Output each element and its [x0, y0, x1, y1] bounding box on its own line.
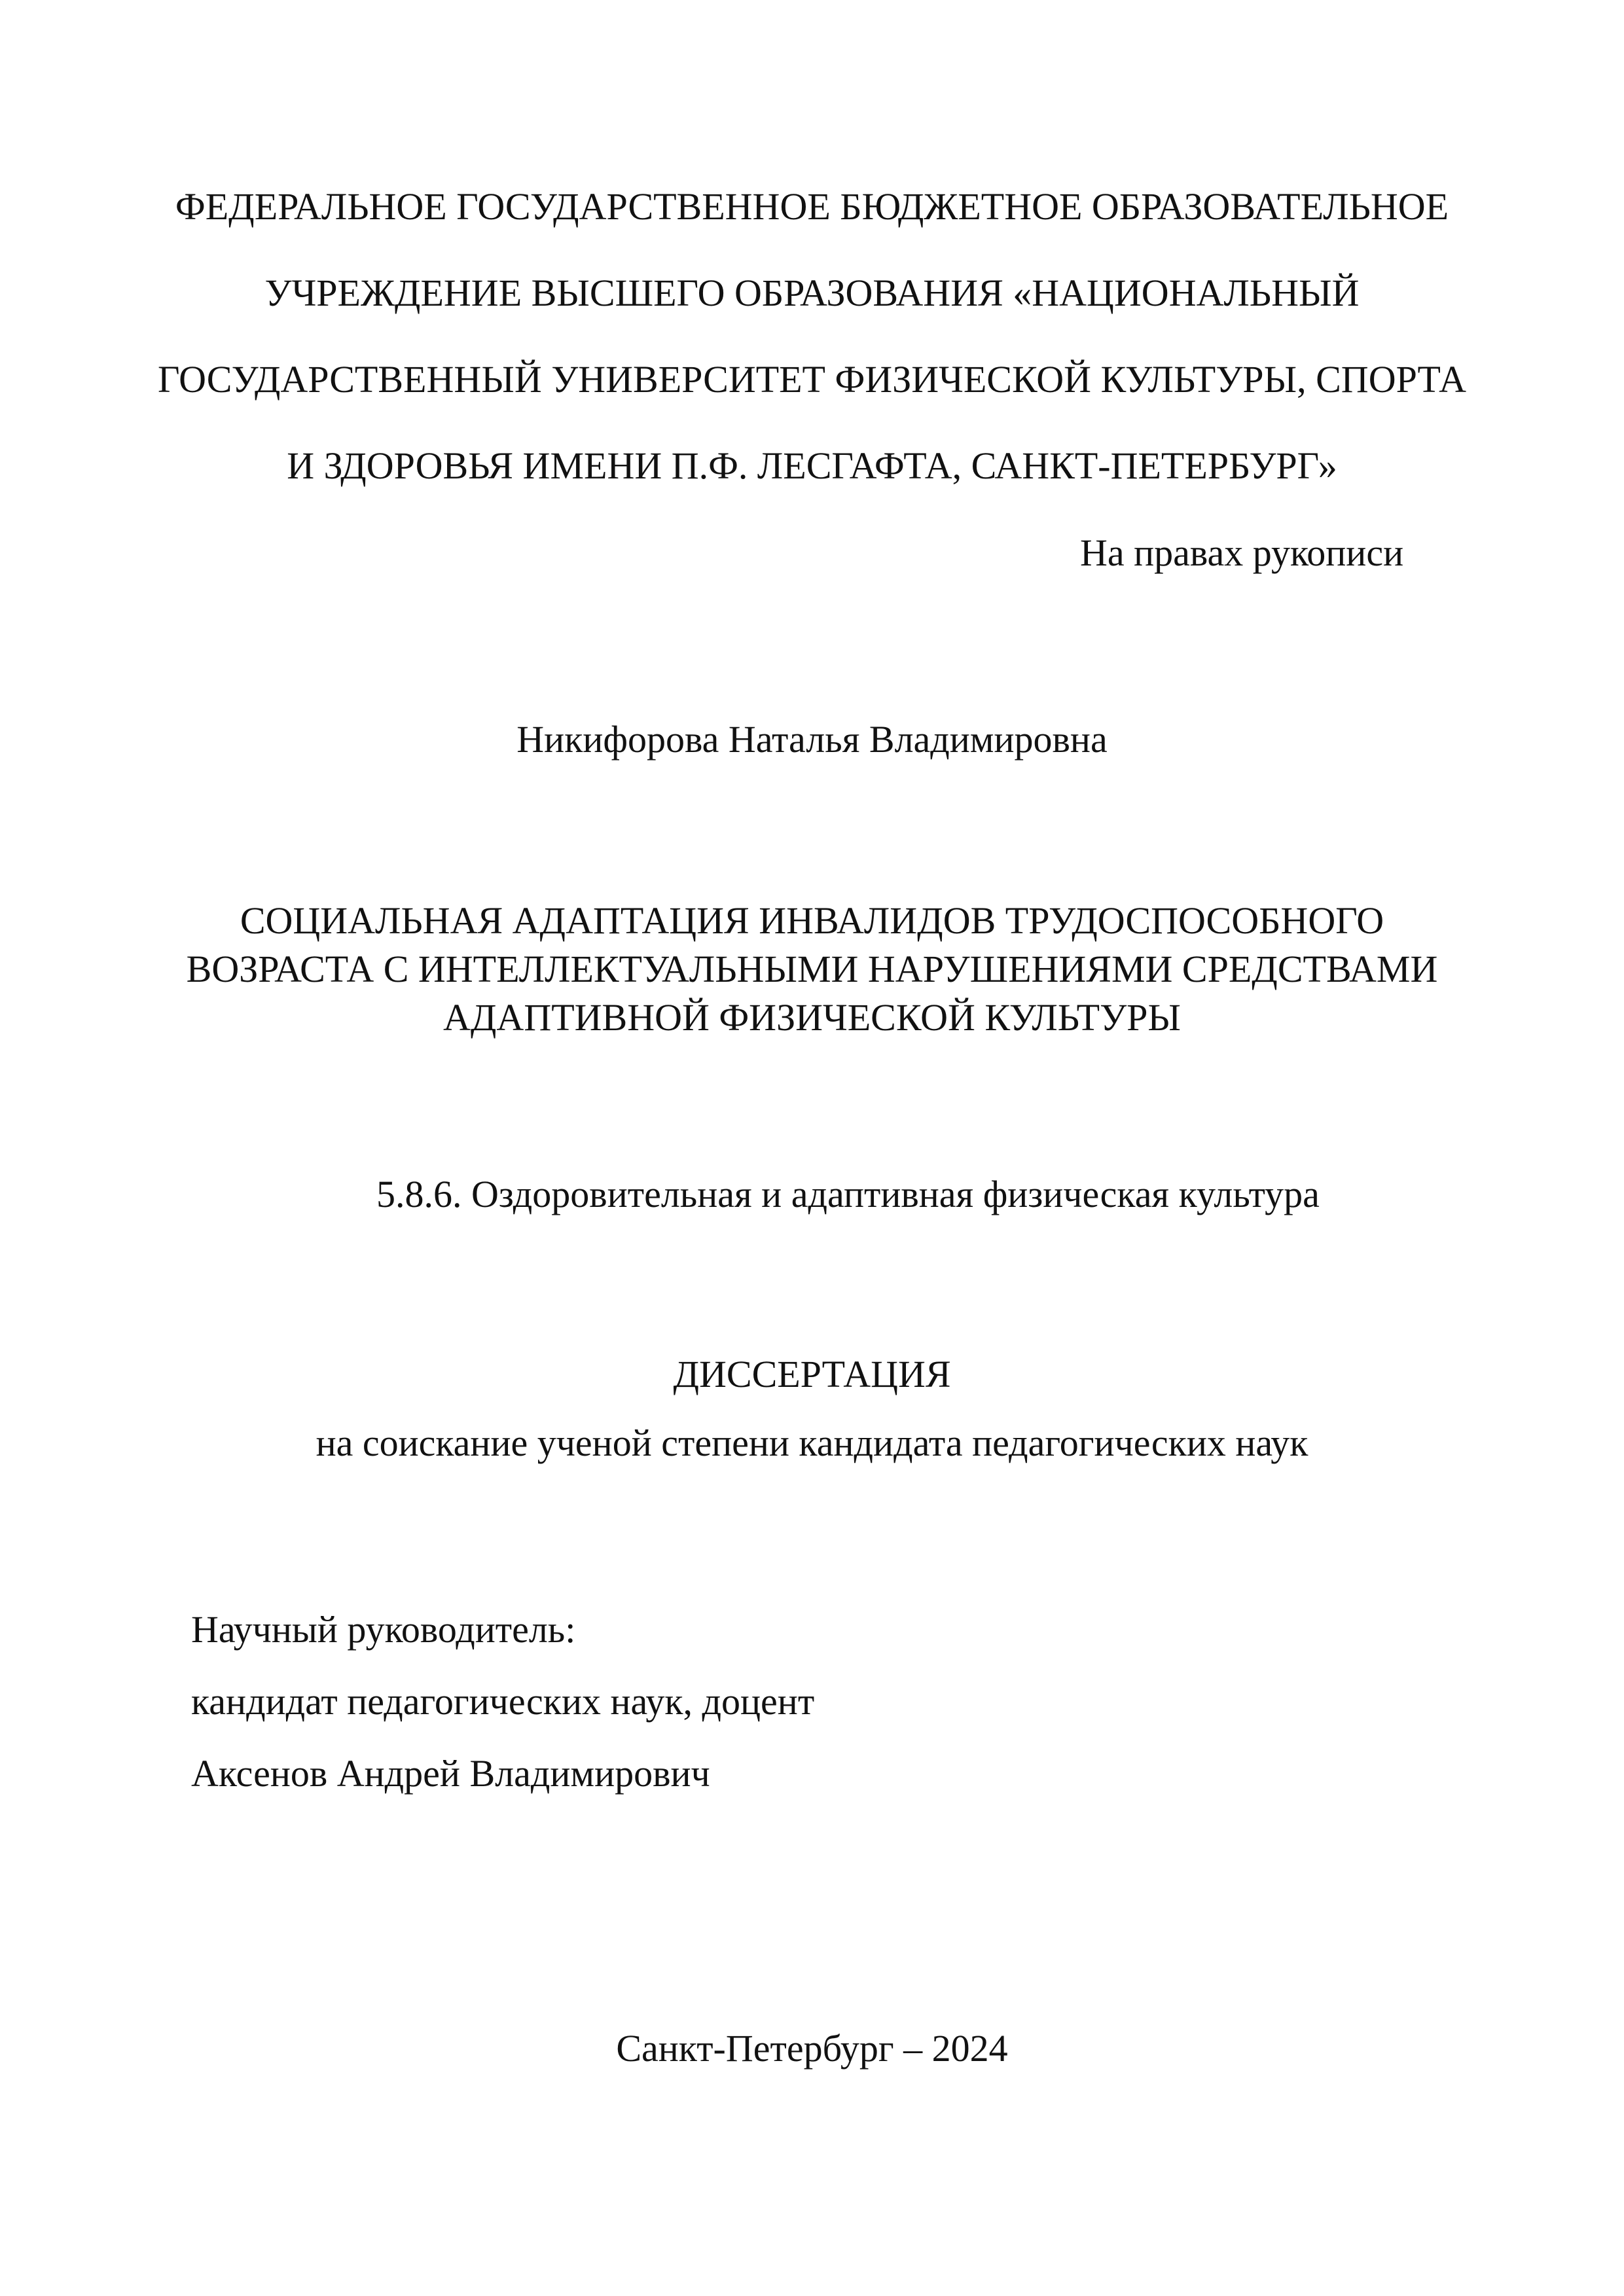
specialty-code: 5.8.6. Оздоровительная и адаптивная физическая культура	[376, 1173, 1320, 1215]
supervisor-title: кандидат педагогических наук, доцент	[191, 1680, 815, 1723]
institution-line: УЧРЕЖДЕНИЕ ВЫСШЕГО ОБРАЗОВАНИЯ «НАЦИОНАЛЬНЫЙ	[264, 272, 1360, 314]
supervisor-block	[191, 1594, 1108, 1810]
thesis-title-line: АДАПТИВНОЙ ФИЗИЧЕСКОЙ КУЛЬТУРЫ	[442, 996, 1181, 1039]
supervisor-name: Аксенов Андрей Владимирович	[191, 1752, 710, 1795]
institution-line: ФЕДЕРАЛЬНОЕ ГОСУДАРСТВЕННОЕ БЮДЖЕТНОЕ ОБРАЗОВАТЕЛЬНОЕ	[175, 185, 1449, 228]
institution-heading	[0, 164, 1624, 509]
institution-line: ГОСУДАРСТВЕННЫЙ УНИВЕРСИТЕТ ФИЗИЧЕСКОЙ КУЛЬТУРЫ, СПОРТА	[158, 358, 1466, 401]
supervisor-label: Научный руководитель:	[191, 1608, 576, 1651]
manuscript-note: На правах рукописи	[1080, 531, 1404, 574]
author-name: Никифорова Наталья Владимировна	[516, 718, 1108, 761]
degree-statement: на соискание ученой степени кандидата педагогических наук	[316, 1422, 1308, 1464]
institution-line: И ЗДОРОВЬЯ ИМЕНИ П.Ф. ЛЕСГАФТА, САНКТ-ПЕТЕРБУРГ»	[287, 444, 1337, 487]
document-type: ДИССЕРТАЦИЯ	[673, 1353, 951, 1395]
city-year: Санкт-Петербург – 2024	[616, 2027, 1008, 2070]
thesis-title-line: ВОЗРАСТА С ИНТЕЛЛЕКТУАЛЬНЫМИ НАРУШЕНИЯМИ СРЕДСТВАМИ	[186, 948, 1438, 990]
thesis-title	[0, 897, 1624, 1042]
thesis-title-line: СОЦИАЛЬНАЯ АДАПТАЦИЯ ИНВАЛИДОВ ТРУДОСПОСОБНОГО	[240, 899, 1384, 942]
